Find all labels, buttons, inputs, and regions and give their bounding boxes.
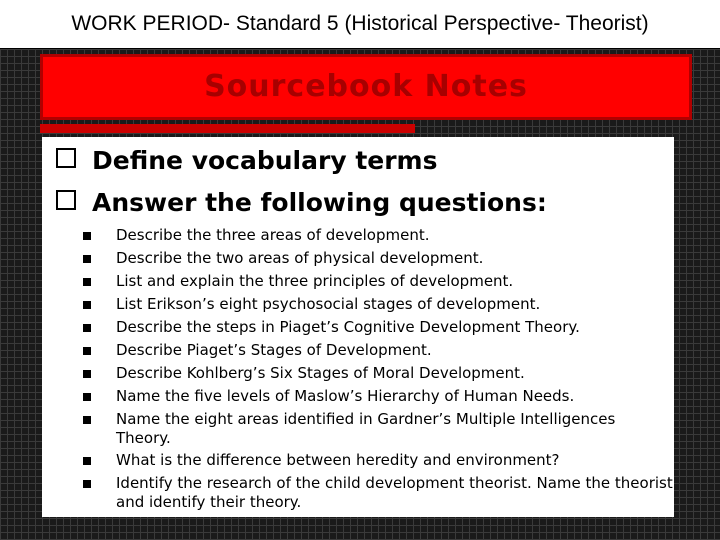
square-bullet-icon [83, 255, 91, 263]
list-item: Identify the research of the child development theorist. Name the theorist and identify their theory. [116, 474, 673, 511]
square-bullet-icon [83, 457, 91, 465]
main-item [56, 188, 547, 217]
list-item: Name the five levels of Maslow’s Hierarchy of Human Needs. [116, 387, 575, 405]
banner-title: Sourcebook Notes [204, 69, 528, 104]
checkbox-bullet-icon [56, 190, 76, 210]
square-bullet-icon [83, 301, 91, 309]
main-item-text: Define vocabulary terms [92, 146, 438, 175]
checkbox-bullet-icon [56, 148, 76, 168]
square-bullet-icon [83, 324, 91, 332]
square-bullet-icon [83, 480, 91, 488]
content-panel [42, 137, 674, 517]
square-bullet-icon [83, 347, 91, 355]
list-item: Describe Kohlberg’s Six Stages of Moral Development. [116, 364, 525, 382]
list-item: Describe Piaget’s Stages of Development. [116, 341, 432, 359]
list-item: Describe the two areas of physical development. [116, 249, 484, 267]
square-bullet-icon [83, 393, 91, 401]
square-bullet-icon [83, 370, 91, 378]
main-item [56, 146, 437, 175]
list-item: List Erikson’s eight psychosocial stages of development. [116, 295, 541, 313]
list-item: What is the difference between heredity and environment? [116, 451, 560, 469]
square-bullet-icon [83, 416, 91, 424]
title-bar [0, 0, 720, 49]
section-banner [40, 54, 692, 120]
list-item: Name the eight areas identified in Gardner’s Multiple Intelligences Theory. [116, 410, 616, 447]
slide-title: WORK PERIOD- Standard 5 (Historical Perspective- Theorist) [71, 12, 649, 35]
accent-divider [40, 124, 415, 133]
list-item: Describe the three areas of development. [116, 226, 430, 244]
list-item: List and explain the three principles of development. [116, 272, 514, 290]
main-item-text: Answer the following questions: [92, 188, 547, 217]
list-item: Describe the steps in Piaget’s Cognitive Development Theory. [116, 318, 580, 336]
square-bullet-icon [83, 278, 91, 286]
square-bullet-icon [83, 232, 91, 240]
